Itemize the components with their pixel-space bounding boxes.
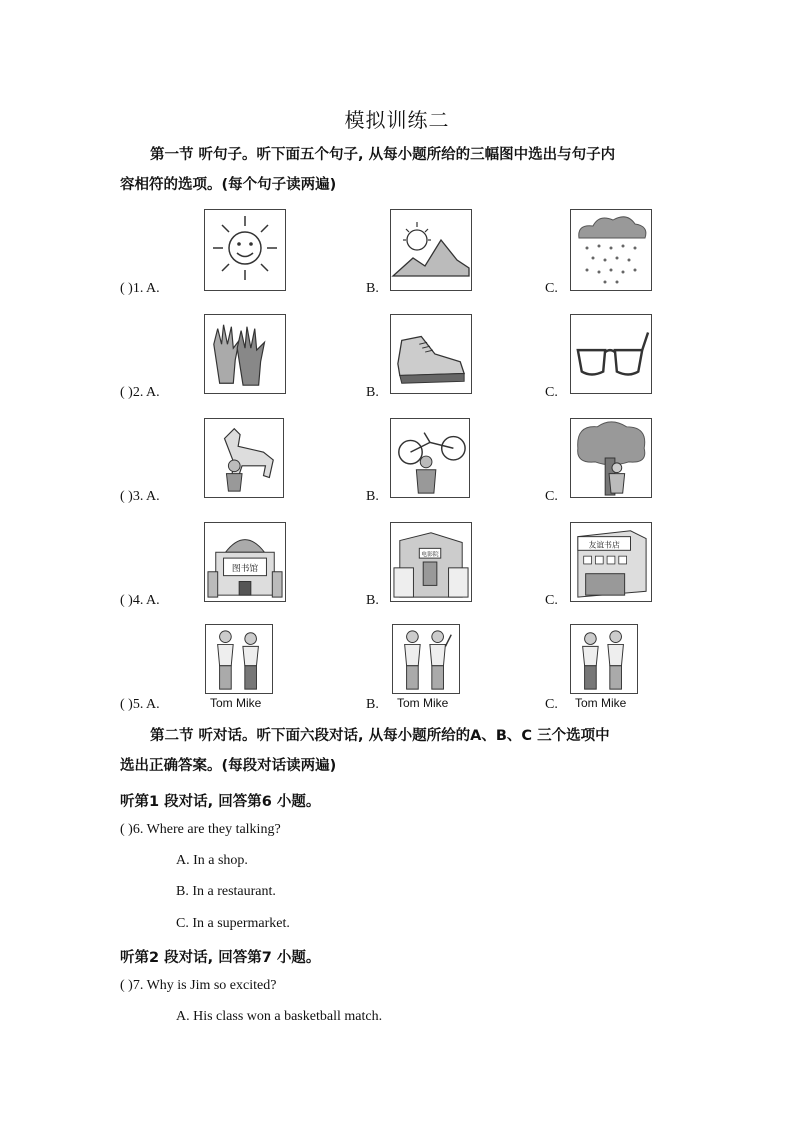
option-c-label: C. (545, 489, 558, 504)
question-6-option-a[interactable]: A. In a shop. (176, 853, 248, 868)
section1-line2: 容相符的选项。(每个句子读两遍) (120, 177, 337, 193)
sun-mountain-icon (391, 210, 471, 290)
option-c-label: C. (545, 385, 558, 400)
sun-picture[interactable] (204, 209, 286, 291)
two-boys-icon (571, 625, 637, 693)
option-b-label: B. (366, 593, 379, 608)
question-1-label: ( )1. A. (120, 281, 160, 296)
question-3-label: ( )3. A. (120, 489, 160, 504)
glasses-picture[interactable] (570, 314, 652, 394)
tree-icon (571, 419, 651, 497)
question-5-label: ( )5. A. (120, 697, 160, 712)
section1-instructions (120, 140, 680, 200)
tom-mike-picture-b[interactable] (392, 624, 460, 694)
boy-under-tree-picture[interactable] (570, 418, 652, 498)
sneaker-icon (391, 315, 471, 393)
option-b-label: B. (366, 281, 379, 296)
gloves-picture[interactable] (204, 314, 286, 394)
question-7: ( )7. Why is Jim so excited? (120, 978, 277, 993)
glasses-icon (571, 315, 651, 393)
option-b-label: B. (366, 489, 379, 504)
bookstore-building-icon (571, 523, 651, 601)
question-7-option-a[interactable]: A. His class won a basketball match. (176, 1009, 383, 1024)
cinema-building-icon (391, 523, 471, 601)
library-picture[interactable] (204, 522, 286, 602)
two-boys-icon (206, 625, 272, 693)
library-building-icon (205, 523, 285, 601)
cinema-sign: 电影院 (421, 552, 439, 559)
boy-with-horse-picture[interactable] (204, 418, 284, 498)
question-6-option-c[interactable]: C. In a supermarket. (176, 916, 290, 931)
tom-mike-picture-c[interactable] (570, 624, 638, 694)
tom-mike-picture-a[interactable] (205, 624, 273, 694)
page-title: 模拟训练二 (344, 108, 450, 132)
question-4-label: ( )4. A. (120, 593, 160, 608)
option-c-label: C. (545, 281, 558, 296)
library-sign: 图书馆 (231, 563, 259, 574)
names-label-b: Tom Mike (397, 696, 449, 710)
horse-icon (205, 419, 283, 497)
cinema-picture[interactable] (390, 522, 472, 602)
question-6-option-b[interactable]: B. In a restaurant. (176, 884, 276, 899)
option-b-label: B. (366, 697, 379, 712)
two-boys-icon (393, 625, 459, 693)
boy-with-bike-picture[interactable] (390, 418, 470, 498)
rain-cloud-icon (571, 210, 651, 290)
bookstore-picture[interactable] (570, 522, 652, 602)
dialog2-heading: 听第2 段对话, 回答第7 小题。 (120, 950, 321, 966)
rain-picture[interactable] (570, 209, 652, 291)
sun-mountain-picture[interactable] (390, 209, 472, 291)
section2-line2: 选出正确答案。(每段对话读两遍) (120, 758, 337, 774)
dialog1-heading: 听第1 段对话, 回答第6 小题。 (120, 794, 321, 810)
bike-icon (391, 419, 469, 497)
section2-line1: 第二节 听对话。听下面六段对话, 从每小题所给的A、B、C 三个选项中 (150, 728, 610, 744)
sun-icon (205, 210, 285, 290)
option-c-label: C. (545, 593, 558, 608)
question-2-label: ( )2. A. (120, 385, 160, 400)
section2-instructions (120, 721, 680, 781)
option-b-label: B. (366, 385, 379, 400)
sneaker-picture[interactable] (390, 314, 472, 394)
option-c-label: C. (545, 697, 558, 712)
names-label-c: Tom Mike (575, 696, 627, 710)
names-label-a: Tom Mike (210, 696, 262, 710)
gloves-icon (205, 315, 285, 393)
bookstore-sign: 友谊书店 (588, 540, 620, 550)
question-6: ( )6. Where are they talking? (120, 822, 281, 837)
section1-line1: 第一节 听句子。听下面五个句子, 从每小题所给的三幅图中选出与句子内 (150, 147, 616, 163)
